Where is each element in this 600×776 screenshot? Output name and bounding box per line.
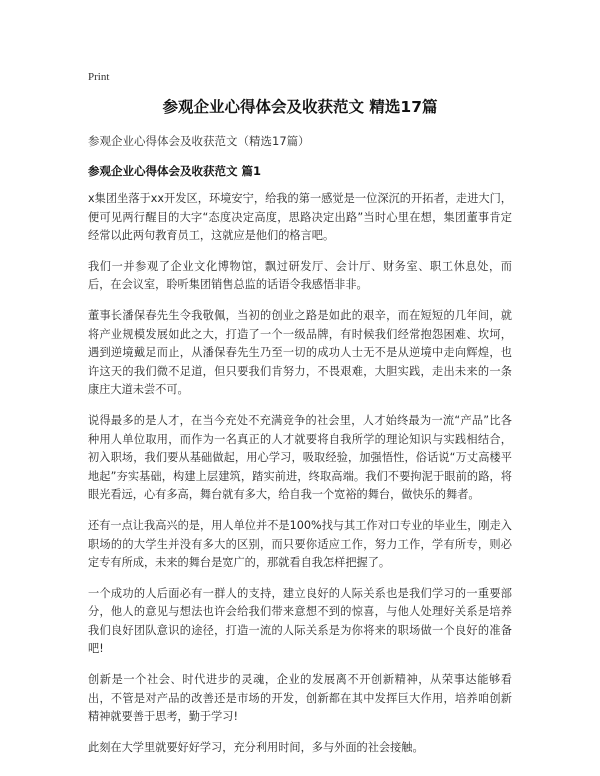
- paragraph-6: 一个成功的人后面必有一群人的支持，建立良好的人际关系也是我们学习的一重要部分，他人的意见与想法也许会给我们带来意想不到的惊喜，与他人处理好关系是培养我们良好团队意识的途径，打造一流的人际关系是为你将来的职场做一个良好的准备吧!: [88, 586, 512, 656]
- document-subtitle: 参观企业心得体会及收获范文（精选17篇）: [88, 134, 310, 148]
- section-heading: 参观企业心得体会及收获范文 篇1: [88, 164, 262, 178]
- paragraph-1: x集团坐落于xx开发区，环境安宁，给我的第一感觉是一位深沉的开拓者，走进大门，便可见两行醒目的大字“态度决定高度，思路决定出路”当时心里在想，集团董事肯定经常以此两句教育员工，这就应是他们的格言吧。: [88, 192, 512, 243]
- paragraph-4: 说得最多的是人才，在当今充处不充满竞争的社会里，人才始终最为一流“产品”比各种用人单位取用，而作为一名真正的人才就要将自我所学的理论知识与实践相结合，初入职场，我们要从基础做起，用心学习，吸取经验，加强悟性，俗话说“万丈高楼平地起”夯实基础，构建上层建筑，踏实前进，终取高端。我们不要拘泥于眼前的路，将眼光看远，心有多高，舞台就有多大，给自我一个宽裕的舞台，做快乐的舞者。: [88, 413, 512, 502]
- paragraph-2: 我们一并参观了企业文化博物馆，飘过研发厅、会计厅、财务室、职工休息处，而后，在会议室，聆听集团销售总监的话语令我感悟非非。: [88, 259, 512, 292]
- print-label: Print: [88, 71, 110, 83]
- paragraph-7: 创新是一个社会、时代进步的灵魂，企业的发展离不开创新精神，从荣事达能够看出，不管是对产品的改善还是市场的开发，创新都在其中发挥巨大作用，培养咱创新精神就要善于思考，勤于学习!: [88, 673, 512, 724]
- document-title: 参观企业心得体会及收获范文 精选17篇: [162, 98, 438, 116]
- paragraph-5: 还有一点让我高兴的是，用人单位并不是100%找与其工作对口专业的毕业生，刚走入职场的的大学生并没有多大的区别，而只要你适应工作，努力工作，学有所专，则必定专有所成，未来的舞台是宽广的，那就看自我怎样把握了。: [88, 518, 512, 570]
- paragraph-3: 董事长潘保春先生令我敬佩，当初的创业之路是如此的艰辛，而在短短的几年间，就将产业规模发展如此之大，打造了一个一级品牌，有时候我们经常抱怨困难、坎坷，遇到逆境戴足而止，从潘保春先生乃至一切的成功人士无不是从逆境中走向辉煌，也许这天的我们微不足道，但只要我们肯努力，不畏艰难，大胆实践，走出未来的一条康庄大道未尝不可。: [88, 308, 512, 397]
- paragraph-8: 此刻在大学里就要好好学习，充分利用时间，多与外面的社会接触。: [88, 740, 424, 754]
